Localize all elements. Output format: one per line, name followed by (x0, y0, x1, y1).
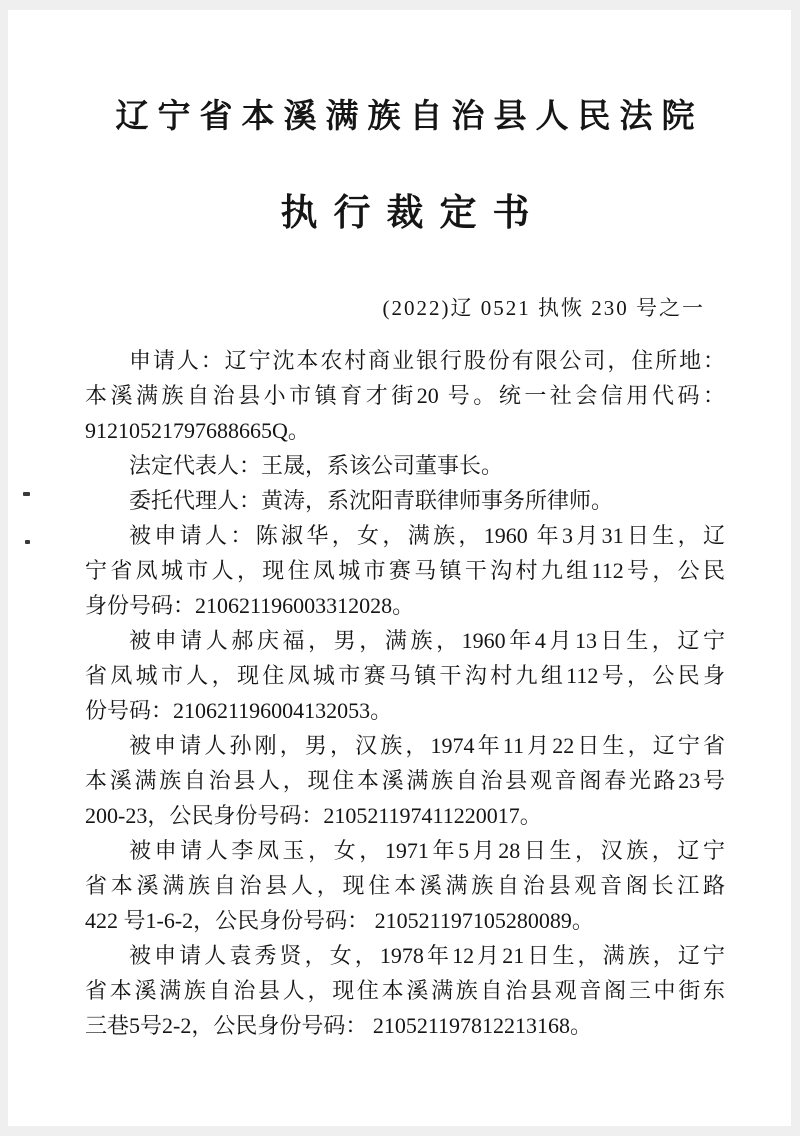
paragraph-respondent-1 (85, 518, 725, 623)
paragraph-line: 省本溪满族自治县人，现住本溪满族自治县观音阁长江路 (85, 873, 725, 898)
paragraph-attorney (85, 483, 725, 518)
paragraph-line: 被申请人：陈淑华，女，满族，1960 年3月31日生，辽 (129, 523, 725, 548)
document-content (85, 10, 725, 1043)
paragraph-line: 本溪满族自治县小市镇育才街20 号。统一社会信用代码： (85, 383, 725, 408)
case-number: (2022)辽 0521 执恢 230 号之一 (382, 296, 705, 320)
paragraph-respondent-2 (85, 623, 725, 728)
document-body (85, 343, 725, 1043)
paragraph-line: 委托代理人：黄涛，系沈阳青联律师事务所律师。 (129, 488, 614, 513)
court-name-title: 辽宁省本溪满族自治县人民法院 (115, 97, 704, 134)
paragraph-line: 省本溪满族自治县人，现住本溪满族自治县观音阁三中街东 (85, 978, 725, 1003)
paragraph-respondent-4 (85, 833, 725, 938)
paragraph-line: 省凤城市人，现住凤城市赛马镇干沟村九组112号，公民身 (85, 663, 725, 688)
paragraph-respondent-3 (85, 728, 725, 833)
paragraph-line: 份号码：210621196004132053。 (85, 698, 393, 723)
paragraph-line: 申请人：辽宁沈本农村商业银行股份有限公司，住所地： (129, 348, 725, 373)
paragraph-line: 法定代表人：王晟，系该公司董事长。 (129, 453, 504, 478)
scan-artifact (25, 540, 30, 544)
paragraph-line: 被申请人袁秀贤，女，1978年12月21日生，满族，辽宁 (129, 943, 725, 968)
paragraph-line: 91210521797688665Q。 (85, 418, 310, 443)
paragraph-line: 422 号1-6-2，公民身份号码： 210521197105280089。 (85, 908, 594, 933)
paragraph-line: 200-23，公民身份号码：210521197411220017。 (85, 803, 542, 828)
document-page (8, 10, 791, 1126)
paragraph-line: 身份号码：210621196003312028。 (85, 593, 415, 618)
paragraph-applicant (85, 343, 725, 448)
paragraph-respondent-5 (85, 938, 725, 1043)
paragraph-line: 宁省凤城市人，现住凤城市赛马镇干沟村九组112号，公民 (85, 558, 725, 583)
paragraph-line: 本溪满族自治县人，现住本溪满族自治县观音阁春光路23号 (85, 768, 725, 793)
document-type-title: 执行裁定书 (280, 192, 546, 233)
paragraph-line: 三巷5号2-2，公民身份号码： 210521197812213168。 (85, 1013, 593, 1038)
paragraph-line: 被申请人李凤玉，女，1971年5月28日生，汉族，辽宁 (129, 838, 725, 863)
paragraph-legal-representative (85, 448, 725, 483)
scan-artifact (23, 492, 30, 496)
paragraph-line: 被申请人孙刚，男，汉族，1974年11月22日生，辽宁省 (129, 733, 725, 758)
paragraph-line: 被申请人郝庆福，男，满族，1960年4月13日生，辽宁 (129, 628, 725, 653)
